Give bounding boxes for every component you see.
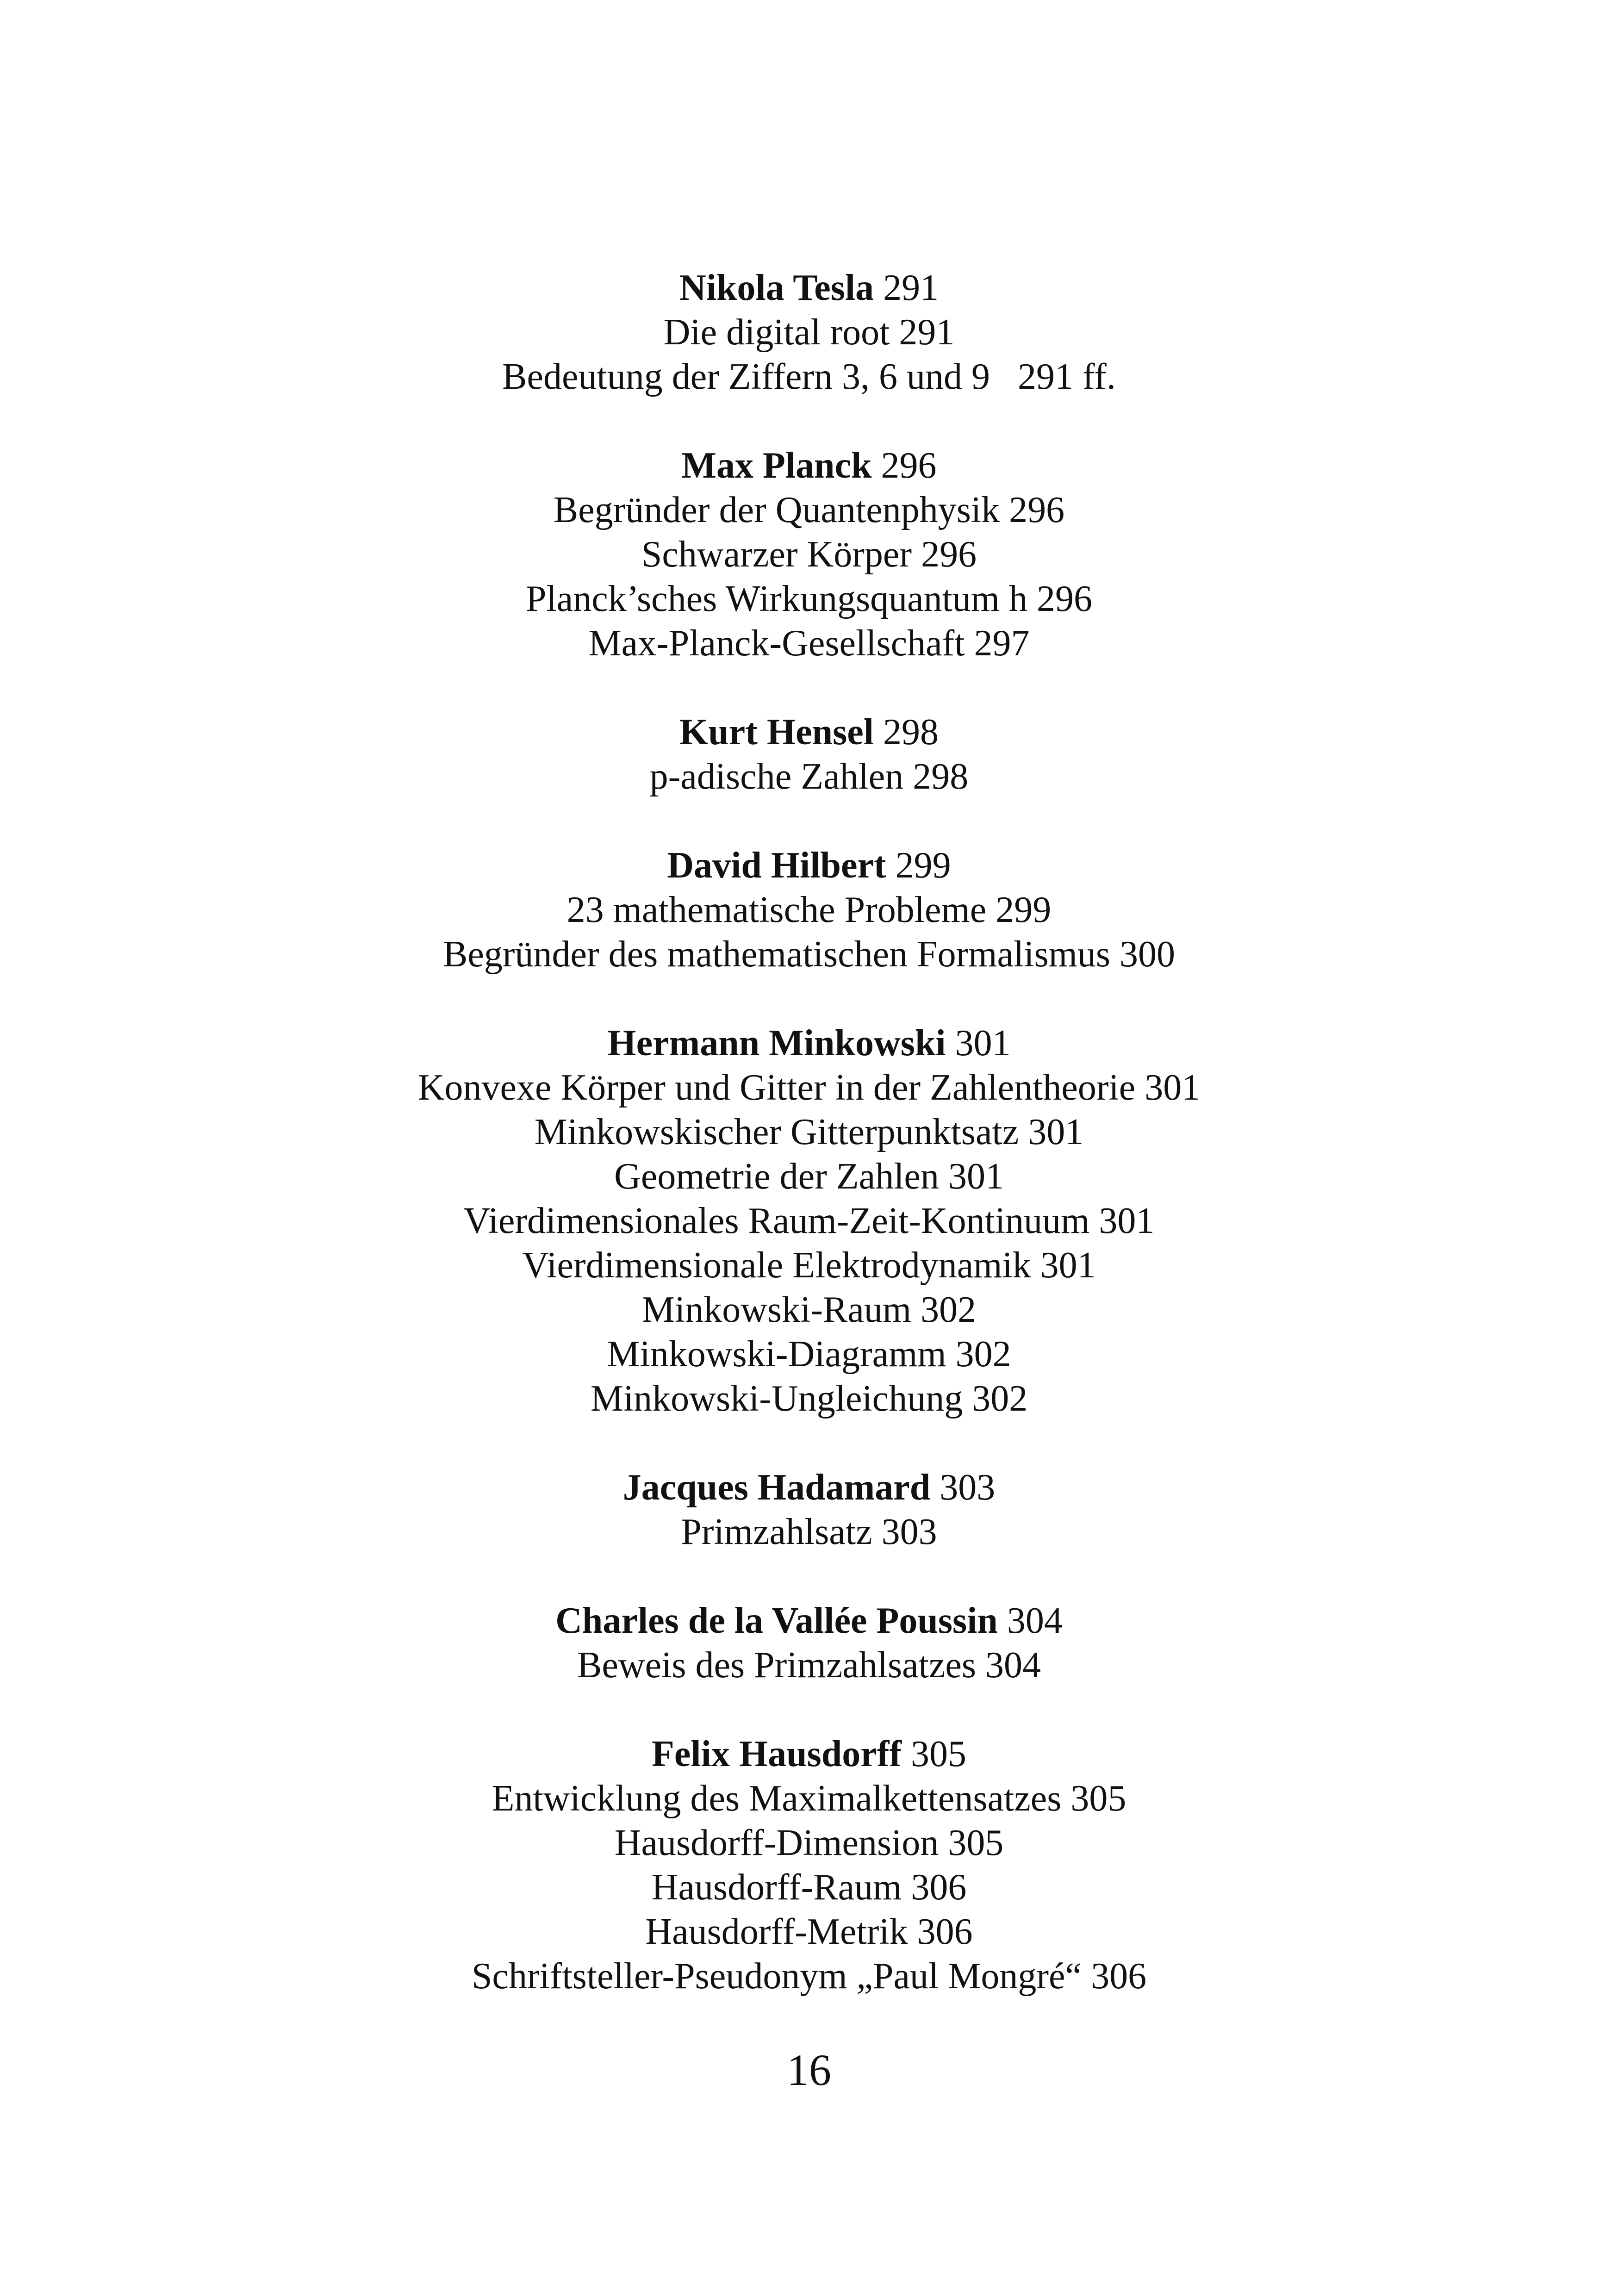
topic-line: p-adische Zahlen 298 (649, 756, 969, 797)
toc-section-hensel (0, 710, 1618, 799)
topic-line: Vierdimensionale Elektrodynamik 301 (522, 1245, 1096, 1286)
table-of-contents (0, 266, 1618, 2043)
topic-line: 23 mathematische Probleme 299 (566, 890, 1052, 930)
heading-page-ref: 298 (883, 712, 939, 753)
section-heading (0, 1021, 1618, 1065)
topic-line: Begründer der Quantenphysik 296 (553, 490, 1065, 530)
person-name: Kurt Hensel (679, 712, 874, 753)
topic-line: Minkowski-Ungleichung 302 (590, 1378, 1028, 1419)
toc-section-hausdorff (0, 1732, 1618, 1998)
page-number: 16 (787, 2045, 831, 2095)
toc-section-minkowski (0, 1021, 1618, 1421)
section-heading (0, 710, 1618, 754)
topic-line: Die digital root 291 (663, 312, 955, 353)
topic-line: Primzahlsatz 303 (681, 1512, 937, 1552)
topic-line: Hausdorff-Dimension 305 (614, 1823, 1004, 1863)
section-heading (0, 1465, 1618, 1510)
topic-line: Vierdimensionales Raum-Zeit-Kontinuum 301 (463, 1201, 1155, 1241)
section-heading (0, 1732, 1618, 1776)
topic-line: Minkowski-Diagramm 302 (607, 1334, 1011, 1375)
topic-line: Entwicklung des Maximalkettensatzes 305 (492, 1778, 1126, 1819)
section-heading (0, 1599, 1618, 1643)
topic-line: Schwarzer Körper 296 (641, 534, 977, 575)
toc-section-tesla (0, 266, 1618, 399)
person-name: Nikola Tesla (679, 268, 874, 308)
topic-line: Minkowski-Raum 302 (641, 1289, 977, 1330)
heading-page-ref: 303 (940, 1467, 996, 1508)
heading-page-ref: 291 (883, 268, 939, 308)
person-name: Max Planck (681, 445, 872, 486)
topic-line: Konvexe Körper und Gitter in der Zahlentheorie 301 (417, 1067, 1201, 1108)
toc-section-hilbert (0, 843, 1618, 977)
section-heading (0, 443, 1618, 488)
topic-line: Max-Planck-Gesellschaft 297 (588, 623, 1030, 664)
topic-line: Schriftsteller-Pseudonym „Paul Mongré“ 306 (471, 1956, 1147, 1997)
topic-line: Beweis des Primzahlsatzes 304 (577, 1645, 1041, 1686)
topic-line: Minkowskischer Gitterpunktsatz 301 (534, 1112, 1084, 1152)
topic-line: Planck’sches Wirkungsquantum h 296 (525, 579, 1093, 619)
topic-line: Geometrie der Zahlen 301 (614, 1156, 1004, 1197)
heading-page-ref: 296 (881, 445, 937, 486)
toc-section-hadamard (0, 1465, 1618, 1554)
person-name: Felix Hausdorff (652, 1734, 902, 1774)
topic-line: Begründer des mathematischen Formalismus 300 (443, 934, 1175, 975)
heading-page-ref: 299 (895, 845, 951, 886)
person-name: Hermann Minkowski (607, 1023, 946, 1064)
topic-line: Bedeutung der Ziffern 3, 6 und 9 291 ff. (502, 356, 1116, 397)
person-name: David Hilbert (667, 845, 886, 886)
person-name: Jacques Hadamard (622, 1467, 931, 1508)
toc-section-planck (0, 443, 1618, 666)
section-heading (0, 843, 1618, 888)
heading-page-ref: 304 (1007, 1600, 1063, 1641)
topic-line: Hausdorff-Raum 306 (651, 1867, 967, 1908)
section-heading (0, 266, 1618, 310)
heading-page-ref: 301 (955, 1023, 1011, 1064)
toc-section-vallee-poussin (0, 1599, 1618, 1687)
person-name: Charles de la Vallée Poussin (555, 1600, 998, 1641)
heading-page-ref: 305 (910, 1734, 966, 1774)
topic-line: Hausdorff-Metrik 306 (645, 1911, 973, 1952)
